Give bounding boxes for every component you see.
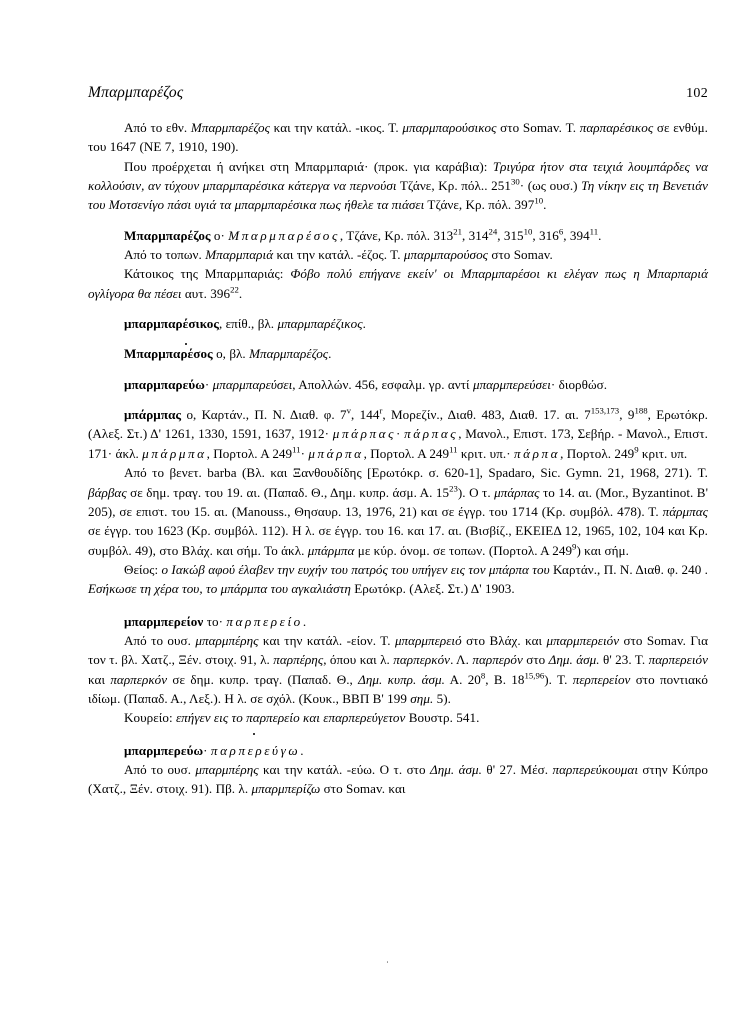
cited-form: παρπερκόν [110, 671, 168, 687]
body-text: . [238, 285, 243, 301]
cited-form: Δημ. άσμ. [430, 761, 482, 777]
body-text: · [550, 376, 556, 392]
cited-form: περπερείον [572, 671, 631, 687]
reference-superscript: 9 [634, 444, 639, 455]
variant-form-letterspaced: πάρπα [513, 445, 561, 461]
body-text: · [519, 178, 525, 194]
dictionary-entry [88, 344, 708, 363]
cited-form: μπαρμπαρέζικος [277, 316, 363, 332]
body-text: Από το εθν. [124, 120, 191, 135]
variant-form-letterspaced: μπάρπας [332, 426, 397, 442]
body-text: Από το ουσ. [124, 761, 196, 777]
body-text: στην Κύπρο (Χατζ., Ξέν. στοιχ. 91). Πβ. λ. [88, 761, 708, 797]
cited-form: ο Ιακώβ αφού έλαβεν την ευχήν του πατρός του υπήγεν εις τον μπάρπα του [161, 561, 550, 577]
body-text: , επίθ., βλ. [218, 316, 278, 332]
body-text: στο Somav. Τ. [496, 120, 580, 135]
body-text: Τζάνε, Κρ. πόλ.. 251 [396, 178, 511, 194]
body-text: διορθώσ. [555, 376, 608, 392]
reference-superscript: 188 [634, 405, 648, 416]
paragraph-gap [88, 728, 708, 741]
entry-headword: Μπαρμπαρέζος [124, 227, 211, 243]
cited-form: μπαρμπαρούσος [403, 247, 489, 263]
body-text: · [300, 445, 305, 461]
body-text: Από το ουσ. [124, 632, 196, 648]
body-text: Βουστρ. 541. [405, 710, 480, 726]
body-text: . [328, 346, 332, 362]
variant-form-letterspaced: παρπερείο [226, 613, 303, 629]
body-text: , Πορτολ. Α 249 [363, 445, 450, 461]
paragraph-gap [88, 215, 708, 226]
dictionary-entry [88, 314, 708, 333]
body-text: και [88, 671, 111, 687]
cited-form: Τριγύρα ήτον στα τειχιά λουμπάρδες να κολλούσιν, [88, 158, 708, 194]
body-text: , Τζάνε, Κρ. πόλ. 313 [339, 227, 454, 243]
body-text: ο, Καρτάν., Π. Ν. Διαθ. φ. 7 [181, 407, 347, 423]
etymology-paragraph [88, 463, 708, 560]
cited-form: παρπερεύκουμαι [552, 761, 639, 777]
body-text: · [218, 613, 224, 629]
reference-superscript: 21 [453, 226, 462, 237]
body-text: ). Τ. [544, 671, 573, 687]
reference-superscript: 153,173 [590, 405, 620, 416]
reference-superscript: r [379, 405, 383, 416]
body-text: · [220, 227, 225, 243]
body-text: ο [210, 227, 221, 243]
text-column [88, 118, 708, 799]
body-text: , 394 [563, 227, 590, 243]
paragraph-gap [88, 333, 708, 344]
etymology-paragraph [88, 708, 708, 727]
reference-superscript: 11 [292, 444, 301, 455]
cited-form: Μπαρμπαρέζος [190, 120, 270, 135]
body-text: (προκ. για καράβια): [368, 158, 493, 174]
cited-form: μπάρμπα [307, 542, 355, 558]
body-text: αυτ. 396 [181, 285, 231, 301]
reference-superscript: 9 [572, 541, 577, 552]
body-text: , Πορτολ. 249 [560, 445, 635, 461]
running-head [88, 84, 708, 102]
cited-form: κι ελέγαν πως η Μπαρπαριά ογλίγορα θα πέσει [88, 266, 709, 301]
reference-superscript: 23 [449, 483, 458, 494]
body-text: σε δημ. τραγ. του 19. αι. (Παπαδ. Θ., Δημ. κυπρ. άσμ. Α. 15 [126, 484, 450, 500]
reference-superscript: 15,96 [524, 670, 545, 681]
body-text: ). Ο τ. [457, 484, 495, 500]
body-text: , 315 [497, 227, 524, 243]
body-text: Θείος: [124, 561, 162, 577]
body-text: θ' 27. Μέσ. [482, 761, 553, 777]
etymology-paragraph [88, 560, 708, 599]
variant-form-letterspaced: μπάρπα [308, 445, 364, 461]
body-text: σε έγγρ. του 1623 (Κρ. συμβόλ. 112). Η λ. σε έγγρ. του 16. και 17. αι. (Βισβίζ., ΕΚΕΙΕΔ 12, 1965, 102, 104 και Κρ. συμβόλ. 49), στο Βλάχ. και σήμ. Το άκλ. [88, 523, 708, 558]
body-text: 5). [433, 690, 451, 706]
reference-superscript: 11 [589, 226, 599, 237]
body-text: · [364, 158, 369, 174]
dictionary-entry [88, 405, 708, 463]
reference-superscript: 10 [534, 196, 544, 207]
reference-superscript: 11 [449, 444, 458, 455]
paragraph-gap [88, 394, 708, 405]
body-text: στο Somav. Για τον τ. βλ. Χατζ., Ξέν. στοιχ. 91, λ. [88, 632, 708, 668]
body-text: στο [522, 652, 549, 668]
cited-form: σημ. [410, 690, 434, 706]
reference-superscript: v [346, 405, 352, 416]
running-head-lemma: Μπαρμπαρέζος [88, 84, 184, 101]
cited-form: παρπερκόν [393, 652, 451, 668]
cited-form: παρπαρέσικος [579, 120, 654, 135]
dictionary-entry [88, 612, 708, 631]
body-text: στο ποντιακό ιδίωμ. (Παπαδ. Α., Λεξ.). Η λ. σε σχόλ. (Κουκ., ΒΒΠ Β' 199 [88, 671, 708, 706]
cited-form: μπάρπας [494, 484, 540, 500]
body-text: (ως ουσ.) [524, 178, 582, 194]
body-text [540, 266, 547, 281]
body-text: και την κατάλ. -ικος. Τ. [270, 120, 403, 135]
cited-form: παρπερειόν [648, 652, 708, 668]
body-text: και την κατάλ. -είον. Τ. [258, 632, 395, 648]
etymology-paragraph [88, 760, 708, 799]
body-text: , όπου και λ. [323, 652, 394, 668]
reference-superscript: 6 [558, 226, 564, 237]
scan-speck-left [185, 343, 187, 345]
body-text: . [362, 316, 366, 332]
etymology-paragraph [88, 631, 708, 708]
etymology-paragraph [88, 264, 708, 303]
cited-form: μπαρμπερειόν [546, 632, 620, 648]
entry-headword: μπάρμπας [124, 407, 182, 423]
body-text: κριτ. υπ. [457, 445, 507, 461]
body-text: Κάτοικος της Μπαρμπαριάς: [124, 266, 291, 282]
cited-form: μπαρμπερειό [394, 632, 462, 648]
body-text: · [396, 426, 401, 442]
cited-form: επήγεν εις το παρπερείο και επαρπερεύγετον [175, 710, 406, 726]
paragraph-gap [88, 303, 708, 314]
body-text: , 144 [351, 407, 380, 423]
cited-form: Τη νίκην εις τη Βενετιάν του Μοτσενίγο πάσι [88, 178, 709, 213]
cited-form: μπαρμπαρούσικος [402, 120, 497, 135]
etymology-paragraph [88, 157, 708, 215]
body-text: στο Βλάχ. και [461, 632, 547, 648]
cited-form: παρπέρης [273, 652, 324, 668]
body-text: · [204, 376, 210, 392]
body-text: Από το τοπων. [124, 247, 206, 263]
reference-superscript: 8 [480, 670, 486, 681]
body-text: , Β. 18 [485, 671, 525, 687]
page-number: 102 [686, 86, 708, 101]
cited-form: μπαρμπέρης [195, 761, 259, 777]
body-text: ) και σήμ. [576, 542, 629, 558]
entry-headword: Μπαρμπαρέσος [124, 346, 213, 362]
entry-headword: μπαρμπαρεύω [124, 376, 205, 392]
body-text: κριτ. υπ. [638, 445, 688, 461]
cited-form: υγιά τα μπαρμπαρέσικα πως ήθελε τα πιάσει [194, 197, 425, 213]
body-text: . [543, 197, 547, 213]
body-text: · [203, 742, 208, 758]
body-text: Τζάνε, Κρ. πόλ. 397 [424, 197, 535, 213]
body-text: Καρτάν., Π. Ν. Διαθ. φ. 240 . [549, 561, 708, 577]
cited-form: πάρμπας [662, 503, 708, 519]
reference-superscript: 10 [523, 226, 533, 237]
body-text: · [324, 426, 330, 442]
body-text: θ' 23. Τ. [599, 652, 649, 668]
etymology-paragraph [88, 118, 708, 157]
body-text: σε δημ. κυπρ. τραγ. (Παπαδ. Θ., [167, 671, 359, 687]
cited-form: μπαρμπερίζω [251, 781, 321, 797]
body-text: με κύρ. όνομ. σε τοπων. (Πορτολ. Α 249 [354, 542, 573, 558]
dictionary-entry [88, 741, 708, 760]
etymology-paragraph [88, 245, 708, 264]
variant-form-letterspaced: μπάρμπα [142, 445, 207, 461]
body-text: , 9 [619, 407, 635, 423]
variant-form-letterspaced: παρπερεύγω [210, 742, 301, 758]
dictionary-entry [88, 375, 708, 394]
cited-form: Δημ. άσμ. [548, 652, 600, 668]
scan-speck-mid [253, 733, 255, 735]
cited-form: αν τύχουν μπαρμπαρέσικα κάτεργα να περνούσι [148, 178, 397, 194]
body-text: . [598, 227, 602, 243]
body-text: , 316 [532, 227, 559, 243]
body-text: και την κατάλ. -έζος. Τ. [273, 247, 404, 263]
body-text: ο, βλ. [212, 346, 250, 362]
body-text: · [107, 445, 113, 461]
dictionary-entry [88, 226, 708, 245]
body-text: , Απολλών. 456, εσφαλμ. γρ. αντί [292, 376, 473, 392]
cited-form: Μπαρμπαρέζος [249, 346, 329, 362]
cited-form: Δημ. κυπρ. άσμ. [358, 671, 446, 687]
paragraph-gap [88, 364, 708, 375]
body-text: άκλ. [112, 445, 143, 461]
paragraph-gap [88, 599, 708, 612]
entry-headword: μπαρμπερείον [124, 613, 204, 629]
body-text: Κουρείο: [124, 710, 176, 726]
body-text: . Λ. [450, 652, 473, 668]
reference-superscript: 22 [230, 284, 239, 295]
reference-superscript: 24 [488, 226, 498, 237]
cited-form: Εσήκωσε τη χέρα του, το μπάρμπα του αγκαλιάστη [88, 581, 351, 597]
cited-form: μπαρμπαρεύσει [212, 376, 293, 392]
body-text: , Πορτολ. Α 249 [206, 445, 293, 461]
body-text: το 14. αι. (Mor., Byzantinot. Β' 205), σε επιστ. του 15. αι. (Manouss., Θησαυρ. 13, 1976, 21) και σε έγγρ. του 1714 (Κρ. συμβόλ. 478). Τ. [88, 484, 708, 519]
entry-headword: μπαρμπερεύω [124, 742, 204, 758]
body-text: Από το βενετ. barba (Βλ. και Ξανθουδίδης [Ερωτόκρ. σ. 620-1], Spadaro, Sic. Gymn. 21, 1968, 271). Τ. [124, 465, 708, 481]
cited-form: Μπαρμπαριά [205, 247, 274, 263]
cited-form: βάρβας [88, 484, 127, 500]
variant-form-letterspaced: Μπαρμπαρέσος [228, 227, 340, 243]
body-text: στο Somav. [488, 247, 553, 263]
body-text: · [506, 445, 511, 461]
body-text: Που προέρχεται ή ανήκει στη Μπαρμπαριά [124, 158, 365, 174]
body-text: σε ενθύμ. του 1647 (ΝΕ 7, 1910, 190). [88, 120, 708, 155]
reference-superscript: 30 [510, 176, 520, 187]
body-text: και την κατάλ. -εύω. Ο τ. στο [258, 761, 430, 777]
body-text: . [302, 613, 307, 629]
body-text: , Ερωτόκρ. (Αλεξ. Στ.) Δ' 1261, 1330, 1591, 1637, 1912 [88, 407, 708, 442]
cited-form: Φόβο πολύ επήγανε εκείν' οι Μπαρμπαρέσοι [290, 266, 541, 282]
entry-headword: μπαρμπαρέσικος [124, 316, 219, 332]
variant-form-letterspaced: πάρπας [404, 426, 459, 442]
body-text: στο Somav. και [320, 781, 406, 797]
cited-form: παρπερόν [472, 652, 523, 668]
body-text: το [203, 613, 219, 629]
body-text: , Μανολ., Επιστ. 173, Σεβήρ. - Μανολ., Επιστ. 171 [88, 426, 709, 461]
body-text: . [300, 742, 304, 758]
cited-form: μπαρμπερεύσει [472, 376, 551, 392]
body-text: Α. 20 [445, 671, 481, 687]
bottom-scan-mark: · [384, 956, 391, 968]
body-text: Ερωτόκρ. (Αλεξ. Στ.) Δ' 1903. [350, 581, 515, 597]
body-text: , 314 [462, 227, 489, 243]
cited-form: μπαρμπέρης [195, 632, 259, 648]
body-text: , Μορεζίν., Διαθ. 483, Διαθ. 17. αι. 7 [382, 407, 591, 423]
